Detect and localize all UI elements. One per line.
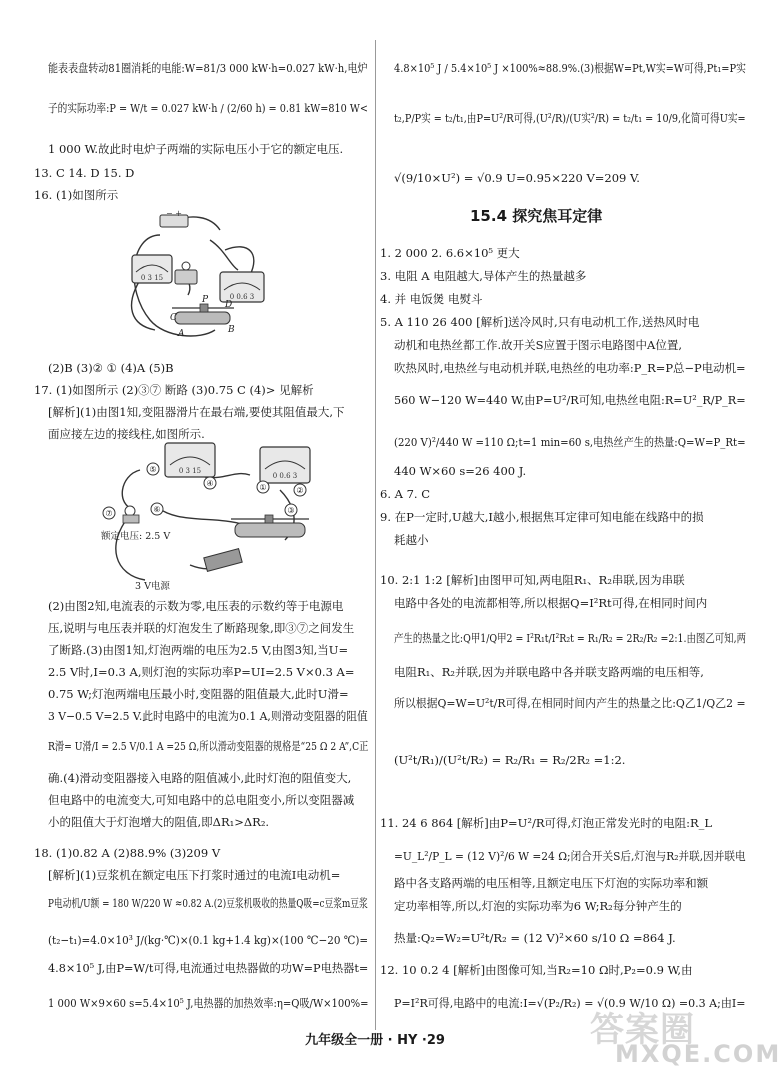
left-text-line: P电动机/U额 = 180 W/220 W ≈0.82 A.(2)豆浆机吸收的热量Q吸=c豆浆m豆浆 [48,896,368,910]
power-source-label: 3 V电源 [135,581,170,592]
left-text-line: 1 000 W.故此时电炉子两端的实际电压小于它的额定电压. [48,142,344,156]
left-text-line: 但电路中的电流变大,可知电路中的总电阻变小,所以变阻器减 [48,793,355,807]
left-text-line: 4.8×10⁵ J,由P=W/t可得,电流通过电热器做的功W=P电热器t= [48,961,369,975]
terminal-d-label: D [225,300,233,310]
right-text-line: P=I²R可得,电路中的电流:I=√(P₂/R₂) = √(0.9 W/10 Ω) =0.3 A;由I= [394,996,746,1010]
right-text-line: 440 W×60 s=26 400 J. [394,464,527,478]
circuit-figure-1 [120,210,280,350]
right-text-line: 1. 2 000 2. 6.6×10⁵ 更大 [380,246,520,260]
left-text-line: 2.5 V时,I=0.3 A,则灯泡的实际功率P=UI=2.5 V×0.3 A= [48,665,355,679]
right-text-line: (220 V)²/440 W =110 Ω;t=1 min=60 s,电热丝产生的热量:Q=W=P_Rt= [394,435,746,449]
svg-text:− +: − + [166,209,182,218]
right-text-line: 12. 10 0.2 4 [解析]由图像可知,当R₂=10 Ω时,P₂=0.9 W,由 [380,963,693,977]
voltmeter-scale-text: 0 0.6 3 [229,293,255,301]
right-text-line: 3. 电阻 A 电阻越大,导体产生的热量越多 [380,269,587,283]
left-text-line: [解析](1)由图1知,变阻器滑片在最右端,要使其阻值最大,下 [48,405,345,419]
right-text-line: 定功率相等,所以,灯泡的实际功率为6 W;R₂每分钟产生的 [394,899,682,913]
left-text-line: 16. (1)如图所示 [34,188,119,202]
right-text-line: 560 W−120 W=440 W,由P=U²/R可知,电热丝电阻:R=U²_R/P_R= [394,393,746,407]
left-text-line: 子的实际功率:P = W/t = 0.027 kW·h / (2/60 h) = 0.81 kW=810 W< [48,101,368,115]
left-text-line: 1 000 W×9×60 s=5.4×10⁵ J,电热器的加热效率:η=Q吸/W×100%= [48,996,369,1010]
left-text-line: 17. (1)如图所示 (2)③⑦ 断路 (3)0.75 C (4)> 见解析 [34,383,314,397]
right-text-line: 产生的热量之比:Q甲1/Q甲2 = I²R₁t/I²R₂t = R₁/R₂ = 2R₂/R₂ =2:1.由图乙可知,两 [394,631,747,645]
right-text-line: 10. 2:1 1:2 [解析]由图甲可知,两电阻R₁、R₂串联,因为串联 [380,573,685,587]
right-text-line: (U²t/R₁)/(U²t/R₂) = R₂/R₁ = R₂/2R₂ =1:2. [394,753,626,767]
right-text-line: 路中各支路两端的电压相等,且额定电压下灯泡的实际功率和额 [394,876,709,890]
right-text-line: =U_L²/P_L = (12 V)²/6 W =24 Ω;闭合开关S后,灯泡与R₂并联,因并联电 [394,849,746,863]
circuit-figure-2 [95,435,325,595]
left-text-line: 18. (1)0.82 A (2)88.9% (3)209 V [34,846,221,860]
left-text-line: 小的阻值大于灯泡增大的阻值,即ΔR₁>ΔR₂. [48,815,270,829]
meter1-scale-text: 0 3 15 [178,467,202,475]
right-text-line: 电路中各处的电流都相等,所以根据Q=I²Rt可得,在相同时间内 [394,596,708,610]
ammeter-scale-text: 0 3 15 [140,274,164,282]
node-1: ① [259,483,267,492]
right-text-line: 4. 并 电饭煲 电熨斗 [380,292,483,306]
node-7: ⑦ [105,509,113,518]
node-6: ⑥ [153,505,161,514]
left-text-line: 0.75 W;灯泡两端电压最小时,变阻器的阻值最大,此时U滑= [48,687,349,701]
left-text-line: 3 V−0.5 V=2.5 V.此时电路中的电流为0.1 A,则滑动变阻器的阻值 [48,709,368,723]
left-text-line: 了断路.(3)由图1知,灯泡两端的电压为2.5 V,由图3知,当U= [48,643,349,657]
right-text-line: t₂,P/P实 = t₂/t₁,由P=U²/R可得,(U²/R)/(U实²/R) = t₂/t₁ = 10/9,化简可得U实= [394,111,746,125]
left-text-line: (2)B (3)② ① (4)A (5)B [48,361,174,375]
right-text-line: 耗越小 [394,533,429,547]
node-2: ② [296,486,304,495]
slider-p-label: P [202,295,209,305]
right-text-line: 所以根据Q=W=U²t/R可得,在相同时间内产生的热量之比:Q乙1/Q乙2 = [394,696,746,710]
right-text-line: 热量:Q₂=W₂=U²t/R₂ = (12 V)²×60 s/10 Ω =864 J. [394,931,676,945]
left-text-line: (2)由图2知,电流表的示数为零,电压表的示数约等于电源电 [48,599,344,613]
left-text-line: 压,说明与电压表并联的灯泡发生了断路现象,即③⑦之间发生 [48,621,355,635]
terminal-b-label: B [228,325,235,335]
left-text-line: [解析](1)豆浆机在额定电压下打浆时通过的电流I电动机= [48,868,341,882]
right-text-line: 动机和电热丝都工作.故开关S应置于图示电路图中A位置, [394,338,682,352]
right-text-line: 6. A 7. C [380,487,431,501]
left-text-line: (t₂−t₁)=4.0×10³ J/(kg·℃)×(0.1 kg+1.4 kg)×(100 ℃−20 ℃)= [48,933,369,947]
left-text-line: 面应接左边的接线柱,如图所示. [48,427,205,441]
rated-voltage-label: 额定电压: 2.5 V [101,531,171,542]
section-title: 15.4 探究焦耳定律 [470,207,603,225]
right-text-line: 4.8×10⁵ J / 5.4×10⁵ J ×100%≈88.9%.(3)根据W=Pt,W实=W可得,Pt₁=P实 [394,61,746,75]
left-text-line: 能表表盘转动81圈消耗的电能:W=81/3 000 kW·h=0.027 kW·h,电炉 [48,61,368,75]
right-text-line: 电阻R₁、R₂并联,因为并联电路中各并联支路两端的电压相等, [394,665,704,679]
right-text-line: 5. A 110 26 400 [解析]送冷风时,只有电动机工作,送热风时电 [380,315,700,329]
watermark-logo: 答案圈 [590,1010,695,1050]
terminal-c-label: C [170,313,177,323]
left-text-line: 确.(4)滑动变阻器接入电路的阻值减小,此时灯泡的阻值变大, [48,771,352,785]
right-text-line: 11. 24 6 864 [解析]由P=U²/R可得,灯泡正常发光时的电阻:R_L [380,816,713,830]
watermark-url: MXQE.COM [615,1040,781,1068]
left-text-line: 13. C 14. D 15. D [34,166,135,180]
right-text-line: 9. 在P一定时,U越大,I越小,根据焦耳定律可知电能在线路中的损 [380,510,704,524]
terminal-a-label: A [178,329,185,339]
node-5: ⑤ [149,465,157,474]
node-4: ④ [206,479,214,488]
column-divider [375,40,376,1030]
page-footer: 九年级全一册 · HY ·29 [305,1033,445,1048]
node-3: ③ [287,506,295,515]
left-text-line: R滑= U滑/I = 2.5 V/0.1 A =25 Ω,所以滑动变阻器的规格是“25 Ω 2 A”,C正 [48,739,369,753]
meter2-scale-text: 0 0.6 3 [272,472,298,480]
right-text-line: √(9/10×U²) = √0.9 U=0.95×220 V=209 V. [394,171,640,185]
right-text-line: 吹热风时,电热丝与电动机并联,电热丝的电功率:P_R=P总−P电动机= [394,361,746,375]
